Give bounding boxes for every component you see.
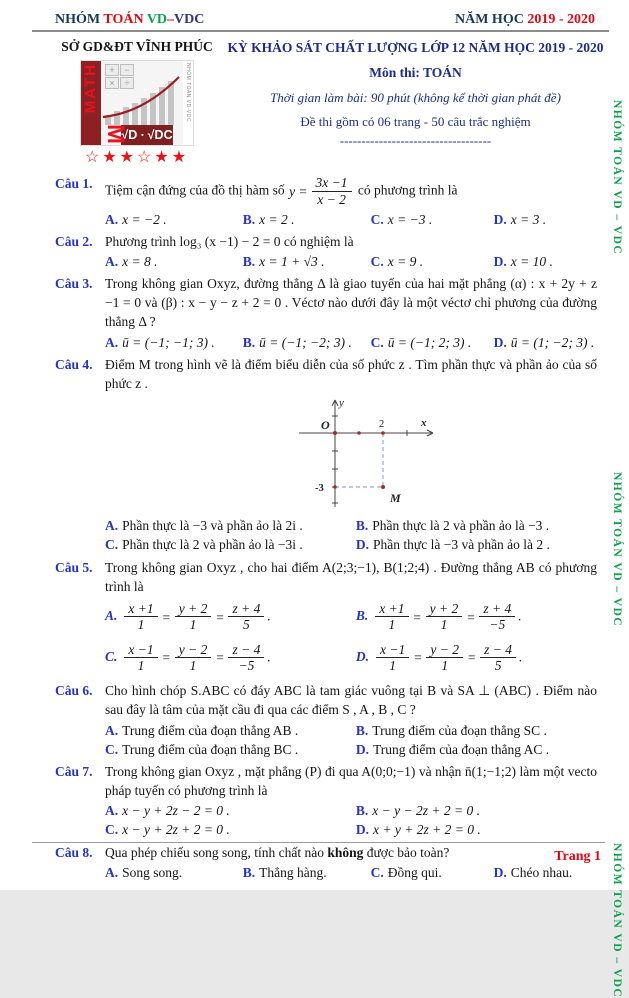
header-years: 2019 - 2020: [527, 12, 595, 27]
question-2-stem: Phương trình log₃ (x −1) − 2 = 0 có nghiệm là: [105, 233, 354, 249]
header-vd: VD: [146, 12, 168, 27]
option-c: C. ū = (−1; 2; 3) .: [370, 334, 472, 350]
dashed-separator: -----------------------------------: [339, 133, 492, 148]
question-7: [55, 762, 597, 840]
question-6-options: [55, 721, 597, 759]
question-8-options: [55, 863, 597, 882]
option-c: C. Phần thực là 2 và phần ảo là −3i .: [105, 537, 303, 553]
header-nam-hoc: NĂM HỌC: [455, 12, 528, 27]
question-3-number: Câu 3.: [55, 276, 93, 292]
option-d: D. x + y + 2z + 2 = 0 .: [355, 822, 481, 838]
option-c: C. $\frac{x -1}{1}$ = $\frac{y - 2}{1}$ = $\frac{z - 4}{-5}$ .: [105, 641, 271, 674]
logo-math-text: MATH: [82, 63, 99, 114]
question-2-number: Câu 2.: [55, 233, 93, 249]
question-1-options: [55, 210, 597, 229]
option-a: A. x = 8 .: [105, 254, 158, 270]
option-a: A. x − y + 2z − 2 = 0 .: [105, 803, 230, 819]
question-3: [55, 274, 597, 352]
question-6-number: Câu 6.: [55, 683, 93, 699]
question-5-stem: Trong không gian Oxyz , cho hai điểm A(2;3;−1), B(1;2;4) . Đường thẳng AB có phương trình là: [105, 559, 597, 594]
question-5-options: [55, 597, 597, 678]
stem-text: Tiệm cận đứng của đồ thị hàm số: [105, 182, 289, 198]
running-header-right: [455, 12, 595, 28]
question-1-stem: [105, 174, 597, 209]
option-b: B. Thẳng hàng.: [242, 864, 327, 880]
figure-x-tick-label: 2: [379, 419, 385, 431]
figure-y-label: y: [339, 397, 344, 410]
star-rating: ☆★★☆★★: [84, 149, 190, 166]
header-nhom: NHÓM: [55, 12, 104, 27]
figure-origin-label: O: [321, 418, 330, 433]
logo-band-text: √D ∙ √DC: [121, 128, 173, 142]
option-d: D. $\frac{x -1}{1}$ = $\frac{y - 2}{1}$ = $\frac{z - 4}{5}$ .: [355, 641, 523, 674]
option-a: A. x = −2 .: [105, 211, 167, 227]
header-vdc: VDC: [174, 12, 205, 27]
option-d: D. Chéo nhau.: [493, 864, 573, 880]
option-a: A. $\frac{x +1}{1}$ = $\frac{y + 2}{1}$ = $\frac{z + 4}{5}$ .: [105, 600, 271, 633]
option-d: D. ū = (1; −2; 3) .: [493, 334, 595, 350]
question-2: [55, 232, 597, 271]
option-b: B. x = 2 .: [242, 211, 295, 227]
option-d: D. x = 10 .: [493, 254, 553, 270]
masthead-right: [226, 39, 605, 167]
question-6-stem: Cho hình chóp S.ABC có đáy ABC là tam giác vuông tại B và SA ⊥ (ABC) . Điểm nào sau đây là tâm của mặt cầu đi qua các điểm S , A , B , C ?: [105, 683, 597, 718]
department-name: SỞ GD&ĐT VĨNH PHÚC: [61, 39, 213, 54]
option-a: A. Song song.: [105, 864, 183, 880]
option-d: D. x = 3 .: [493, 211, 547, 227]
exam-duration: Thời gian làm bài: 90 phút (không kể thời gian phát đề): [270, 90, 561, 105]
header-dash: –: [167, 12, 175, 27]
question-1: [55, 174, 597, 229]
option-a: A. Trung điểm của đoạn thẳng AB .: [105, 722, 299, 738]
side-banner-middle: NHÓM TOÁN VD – VDC: [611, 472, 623, 628]
question-7-number: Câu 7.: [55, 763, 93, 779]
exam-length-info: Đề thi gồm có 06 trang - 50 câu trắc nghiệm: [300, 114, 531, 129]
question-4-stem: Điểm M trong hình vẽ là điểm biểu diễn của số phức z . Tìm phần thực và phần ảo của số phức z .: [105, 356, 597, 391]
question-2-options: [55, 252, 597, 271]
question-3-stem: Trong không gian Oxyz, đường thẳng Δ là giao tuyến của hai mặt phẳng (α) : x + 2y + z −1 = 0 và (β) : x − y − z + 2 = 0 . Véctơ nào dưới đây là một véctơ chỉ phương của đường thẳng Δ ?: [105, 276, 597, 330]
logo-right-strip: [183, 61, 193, 145]
logo-side-text: NHÓM TOÁN VD-VDC: [185, 63, 191, 122]
logo-band: [102, 124, 173, 145]
question-8: [55, 843, 597, 882]
option-b: B. Phần thực là 2 và phần ảo là −3 .: [355, 518, 550, 534]
divide-icon: ÷: [120, 77, 134, 89]
math-vd-vdc-logo: [81, 61, 193, 145]
option-c: C. x = 9 .: [370, 254, 424, 270]
masthead: [0, 32, 629, 167]
side-banner-top: NHÓM TOÁN VD – VDC: [611, 100, 623, 256]
plus-icon: +: [105, 64, 119, 76]
question-1-number: Câu 1.: [55, 176, 93, 191]
side-banner-bottom: NHÓM TOÁN VD – VDC: [611, 843, 623, 998]
question-6: [55, 681, 597, 759]
question-4: [55, 355, 597, 555]
bold-khong: không: [327, 844, 364, 860]
stem-text: có phương trình là: [357, 182, 458, 198]
option-d: D. Trung điểm của đoạn thẳng AC .: [355, 741, 550, 757]
logo-main-area: [101, 61, 183, 145]
question-5: [55, 558, 597, 679]
exam-title: KỲ KHẢO SÁT CHẤT LƯỢNG LỚP 12 NĂM HỌC 2019 - 2020: [227, 40, 604, 55]
question-8-number: Câu 8.: [55, 844, 93, 860]
header-toan: TOÁN: [103, 12, 147, 27]
multiply-icon: ×: [105, 77, 119, 89]
minus-icon: −: [120, 64, 134, 76]
question-7-options: [55, 801, 597, 839]
figure-y-tick-label: -3: [315, 483, 324, 495]
running-header-left: [55, 12, 204, 28]
question-4-options: [55, 516, 597, 554]
option-b: B. x − y − 2z + 2 = 0 .: [355, 803, 480, 819]
question-5-number: Câu 5.: [55, 559, 93, 575]
masthead-left: [48, 39, 226, 167]
question-list: [0, 167, 629, 882]
option-a: A. Phần thực là −3 và phần ảo là 2i .: [105, 518, 303, 534]
option-b: B. x = 1 + √3 .: [242, 254, 325, 270]
option-b: B. ū = (−1; −2; 3) .: [242, 334, 352, 350]
question-3-options: [55, 333, 597, 352]
option-b: B. Trung điểm của đoạn thẳng SC .: [355, 722, 547, 738]
figure-x-label: x: [421, 417, 427, 430]
option-d: D. Phần thực là −3 và phần ảo là 2 .: [355, 537, 550, 553]
figure-point-m-label: M: [390, 491, 401, 506]
logo-left-strip: [81, 61, 101, 145]
inline-math: y = $\frac{3x -1}{x - 2}$: [288, 182, 358, 197]
logo-band-m: M: [102, 124, 129, 144]
complex-plane-figure: [293, 395, 597, 514]
bar-chart-growth-icon: [101, 73, 183, 125]
footer-divider: [32, 842, 605, 843]
question-7-stem: Trong không gian Oxyz , mặt phẳng (P) đi qua A(0;0;−1) và nhận n̄(1;−1;2) làm một vecto pháp tuyến có phương trình là: [105, 763, 597, 799]
option-c: C. Đồng qui.: [370, 864, 442, 880]
option-c: C. x − y + 2z + 2 = 0 .: [105, 822, 230, 838]
footer-page-number: Trang 1: [554, 849, 601, 864]
question-8-stem: Qua phép chiếu song song, tính chất nào không được bảo toàn?: [105, 844, 450, 860]
question-4-number: Câu 4.: [55, 356, 93, 372]
option-c: C. Trung điểm của đoạn thẳng BC .: [105, 741, 299, 757]
running-header: [0, 0, 629, 28]
exam-subject: Môn thi: TOÁN: [369, 65, 462, 80]
option-c: C. x = −3 .: [370, 211, 433, 227]
option-a: A. ū = (−1; −1; 3) .: [105, 334, 215, 350]
option-b: B. $\frac{x +1}{1}$ = $\frac{y + 2}{1}$ = $\frac{z + 4}{-5}$ .: [355, 600, 522, 633]
